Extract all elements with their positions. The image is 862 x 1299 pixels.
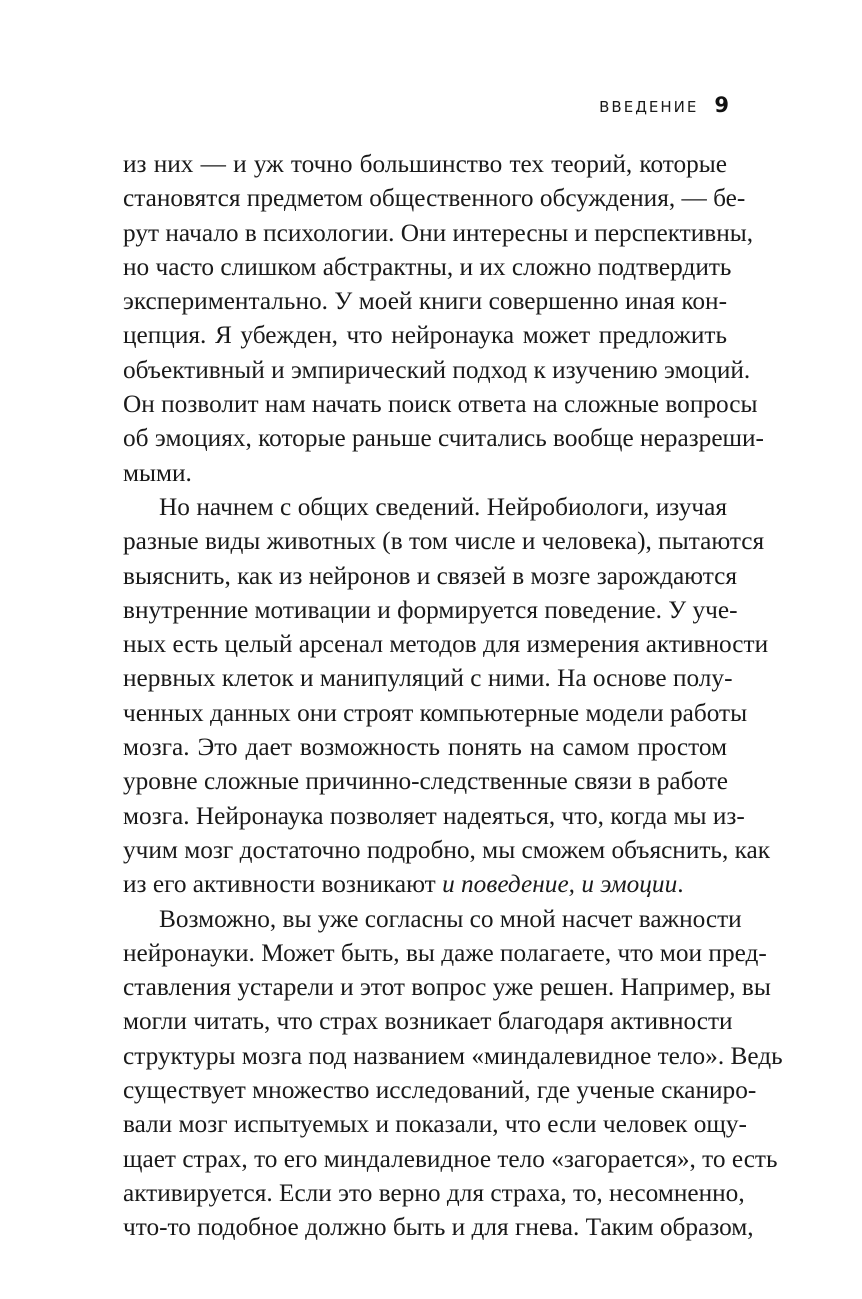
line-text: объективный и эмпирический подход к изучению эмоций. — [123, 355, 751, 384]
text-line — [123, 833, 771, 867]
text-line — [123, 353, 751, 387]
text-line — [123, 970, 771, 1004]
text-line — [123, 524, 765, 558]
line-text: мыми. — [123, 458, 192, 487]
text-line — [123, 421, 764, 455]
line-text: нейронауки. Может быть, вы даже полагаете, что мои пред- — [123, 938, 767, 967]
line-text: Он позволит нам начать поиск ответа на сложные вопросы — [123, 390, 758, 419]
text-line — [123, 936, 767, 970]
line-text: цепция. Я убежден, что нейронаука может предложить — [123, 321, 727, 350]
line-text: становятся предметом общественного обсуждения, — бе- — [123, 184, 746, 213]
line-text: об эмоциях, которые раньше считались вообще неразреши- — [123, 424, 764, 453]
section-title: ВВЕДЕНИЕ — [599, 98, 699, 116]
body-text — [123, 147, 783, 1245]
line-text: мозга. Нейронаука позволяет надеяться, что, когда мы из- — [123, 801, 745, 830]
line-text: нервных клеток и манипуляций с ними. На основе полу- — [123, 664, 733, 693]
text-line — [123, 764, 727, 798]
text-line — [123, 559, 737, 593]
text-line — [123, 1142, 778, 1176]
line-text: вали мозг испытуемых и показали, что если человек ощу- — [123, 1110, 747, 1139]
line-text: Но начнем с общих сведений. Нейробиологи, изучая — [159, 492, 727, 521]
text-line — [123, 593, 738, 627]
text-line — [123, 696, 748, 730]
line-text: экспериментально. У моей книги совершенно иная кон- — [123, 287, 727, 316]
paragraph — [123, 490, 771, 902]
line-text: ных есть целый арсенал методов для измерения активности — [123, 630, 769, 659]
text-line — [123, 318, 727, 352]
line-text: разные виды животных (в том числе и человека), пытаются — [123, 527, 765, 556]
text-line — [123, 661, 733, 695]
line-text: Возможно, вы уже согласны со мной насчет важности — [159, 904, 742, 933]
line-text: выяснить, как из нейронов и связей в мозге зарождаются — [123, 561, 737, 590]
line-text: рут начало в психологии. Они интересны и перспективны, — [123, 218, 754, 247]
line-text: но часто слишком абстрактны, и их сложно подтвердить — [123, 252, 732, 281]
line-text: учим мозг достаточно подробно, мы сможем объяснить, как — [123, 835, 771, 864]
text-line — [123, 1039, 783, 1073]
line-text: ставления устарели и этот вопрос уже решен. Например, вы — [123, 973, 771, 1002]
text-line — [123, 387, 758, 421]
line-text: щает страх, то его миндалевидное тело «загорается», то есть — [123, 1144, 778, 1173]
text-line — [123, 181, 746, 215]
line-text: внутренние мотивации и формируется поведение. У уче- — [123, 595, 738, 624]
text-line — [123, 490, 727, 524]
page-number: 9 — [714, 93, 729, 117]
text-line — [123, 902, 742, 936]
text-line — [123, 799, 745, 833]
text-line — [123, 216, 754, 250]
line-text: уровне сложные причинно-следственные связи в работе — [123, 767, 729, 796]
line-text: что-то подобное должно быть и для гнева. Таким образом, — [123, 1213, 754, 1242]
line-text: активируется. Если это верно для страха, то, несомненно, — [123, 1178, 745, 1207]
line-text: из его активности возникают — [123, 870, 443, 899]
text-line — [123, 867, 727, 901]
text-line — [123, 1107, 747, 1141]
text-line — [123, 250, 732, 284]
text-line — [123, 1004, 733, 1038]
text-line — [123, 1176, 745, 1210]
text-line — [123, 627, 769, 661]
text-line — [123, 730, 727, 764]
line-text: мозга. Это дает возможность понять на самом простом — [123, 733, 727, 762]
text-line — [123, 284, 727, 318]
line-text: могли читать, что страх возникает благодаря активности — [123, 1007, 733, 1036]
paragraph — [123, 902, 783, 1245]
line-text: из них — и уж точно большинство тех теорий, которые — [123, 150, 727, 178]
text-line — [123, 147, 727, 181]
line-text: ченных данных они строят компьютерные модели работы — [123, 698, 748, 727]
text-line — [123, 1073, 757, 1107]
running-header — [599, 93, 729, 117]
text-line — [123, 1210, 754, 1244]
line-text: существует множество исследований, где ученые сканиро- — [123, 1076, 757, 1105]
text-line — [123, 456, 727, 490]
italic-text: и поведение, и эмоции — [442, 870, 678, 899]
line-tail: . — [677, 870, 684, 899]
line-text: структуры мозга под названием «миндалевидное тело». Ведь — [123, 1041, 783, 1070]
paragraph — [123, 147, 764, 490]
